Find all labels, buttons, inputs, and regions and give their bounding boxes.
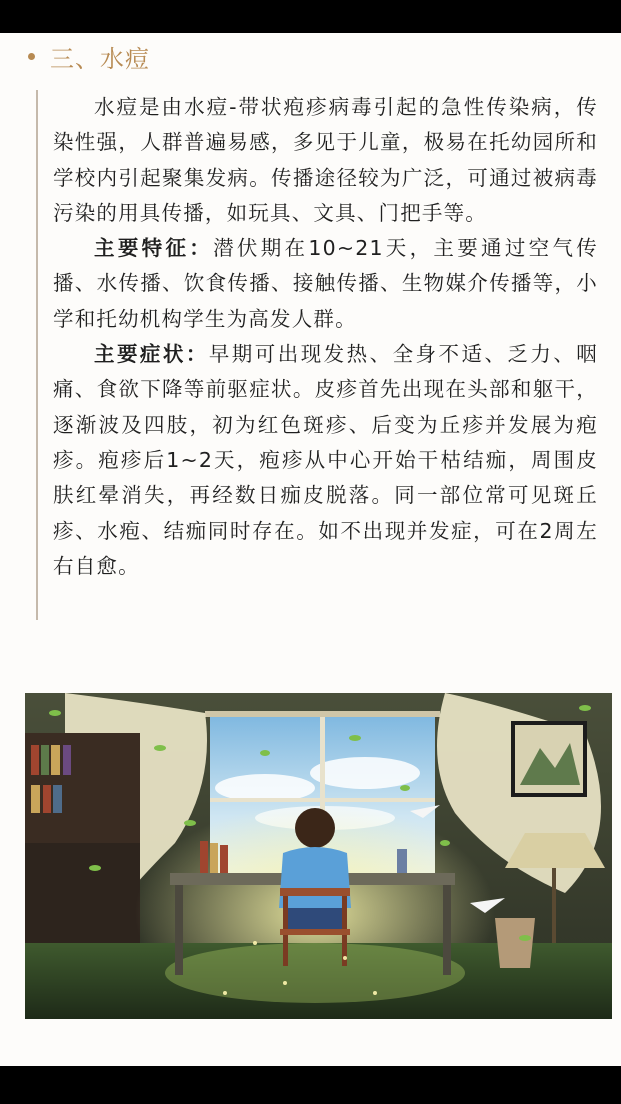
bullet-dot-icon (28, 53, 35, 60)
article-body (36, 90, 598, 620)
features-label: 主要特征： (94, 236, 214, 261)
illustration-art (25, 693, 612, 1019)
symptoms-label: 主要症状： (94, 342, 209, 367)
features-text: 潜伏期在10~21天，主要通过空气传播、水传播、饮食传播、接触传播、生物媒介传播等，小学和托幼机构学生为高发人群。 (53, 236, 599, 331)
top-status-bar (0, 0, 621, 33)
features-paragraph (38, 231, 598, 337)
symptoms-text: 早期可出现发热、全身不适、乏力、咽痛、食欲下降等前驱症状。皮疹首先出现在头部和躯干，逐渐波及四肢，初为红色斑疹、后变为丘疹并发展为疱疹。疱疹后1~2天，疱疹从中心开始干枯结痂，周围皮肤红晕消失，再经数日痂皮脱落。同一部位常可见斑丘疹、水疱、结痂同时存在。如不出现并发症，可在2周左右自愈。 (53, 342, 599, 578)
section-title: 三、水痘 (50, 44, 150, 73)
intro-paragraph: 水痘是由水痘-带状疱疹病毒引起的急性传染病，传染性强，人群普遍易感，多见于儿童，极易在托幼园所和学校内引起聚集发病。传播途径较为广泛，可通过被病毒污染的用具传播，如玩具、文具、门把手等。 (53, 95, 598, 225)
section-heading (28, 40, 150, 72)
child-at-window-illustration (25, 693, 612, 1019)
bottom-nav-bar (0, 1066, 621, 1104)
symptoms-paragraph (38, 337, 598, 584)
